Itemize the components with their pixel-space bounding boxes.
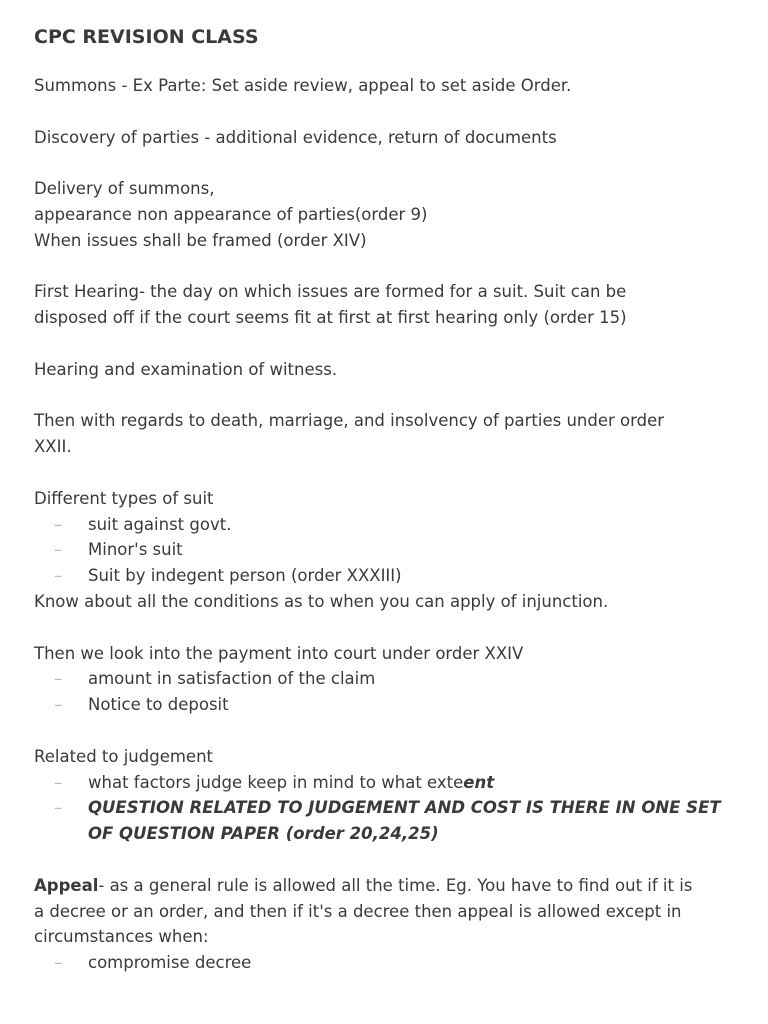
list-item: [34, 563, 734, 589]
appeal-text: - as a general rule is allowed all the time. Eg. You have to find out if it is: [98, 875, 693, 895]
appeal-line-2: a decree or an order, and then if it's a decree then appeal is allowed except in: [34, 901, 682, 921]
list-item-text: Suit by indegent person (order XXXIII): [88, 566, 402, 586]
death-marriage-line-1: Then with regards to death, marriage, and insolvency of parties under order: [34, 411, 665, 431]
list-item-text: amount in satisfaction of the claim: [88, 669, 376, 689]
list-item-text: compromise decree: [88, 953, 252, 973]
appeal-line-3: circumstances when:: [34, 927, 209, 947]
list-item: [34, 795, 734, 847]
list-item-text: Minor's suit: [88, 540, 183, 560]
list-item-bold-text: ent: [463, 772, 495, 792]
list-item-text: what factors judge keep in mind to what exte: [88, 772, 464, 792]
list-item-text: Notice to deposit: [88, 695, 229, 715]
list-item: [34, 692, 734, 718]
injunction-line: Know about all the conditions as to when you can apply of injunction.: [34, 591, 609, 611]
dash-bullet-icon: –: [54, 566, 63, 586]
delivery-line-2: appearance non appearance of parties(order 9): [34, 204, 428, 224]
list-item: [34, 666, 734, 692]
note-title: CPC REVISION CLASS: [34, 26, 259, 48]
discovery-line: Discovery of parties - additional evidence, return of documents: [34, 127, 557, 147]
delivery-line-3: When issues shall be framed (order XIV): [34, 230, 367, 250]
death-marriage-line-2: XXII.: [34, 437, 72, 457]
list-item-text-cont: OF QUESTION PAPER (order 20,24,25): [88, 824, 439, 844]
list-item: [34, 770, 734, 796]
summons-line: Summons - Ex Parte: Set aside review, appeal to set aside Order.: [34, 76, 572, 95]
first-hearing-line-1: First Hearing- the day on which issues are formed for a suit. Suit can be: [34, 282, 627, 302]
dash-bullet-icon: –: [54, 953, 63, 973]
delivery-line-1: Delivery of summons,: [34, 179, 215, 199]
judgement-heading: Related to judgement: [34, 746, 214, 766]
dash-bullet-icon: –: [54, 540, 63, 560]
appeal-line-1: [34, 873, 734, 899]
list-item: [34, 950, 734, 976]
first-hearing-line-2: disposed off if the court seems fit at first at first hearing only (order 15): [34, 308, 627, 328]
dash-bullet-icon: –: [54, 772, 63, 792]
list-item-text: suit against govt.: [88, 514, 232, 534]
list-item: [34, 512, 734, 538]
suit-types-heading: Different types of suit: [34, 488, 214, 508]
payment-heading: Then we look into the payment into court under order XXIV: [34, 643, 524, 663]
dash-bullet-icon: –: [54, 514, 63, 534]
dash-bullet-icon: –: [54, 695, 63, 715]
hearing-line: Hearing and examination of witness.: [34, 359, 338, 379]
dash-bullet-icon: –: [54, 669, 63, 689]
list-item-text: QUESTION RELATED TO JUDGEMENT AND COST IS THERE IN ONE SET: [88, 798, 721, 818]
dash-bullet-icon: –: [54, 798, 63, 818]
list-item: [34, 537, 734, 563]
appeal-bold: Appeal: [34, 875, 99, 895]
